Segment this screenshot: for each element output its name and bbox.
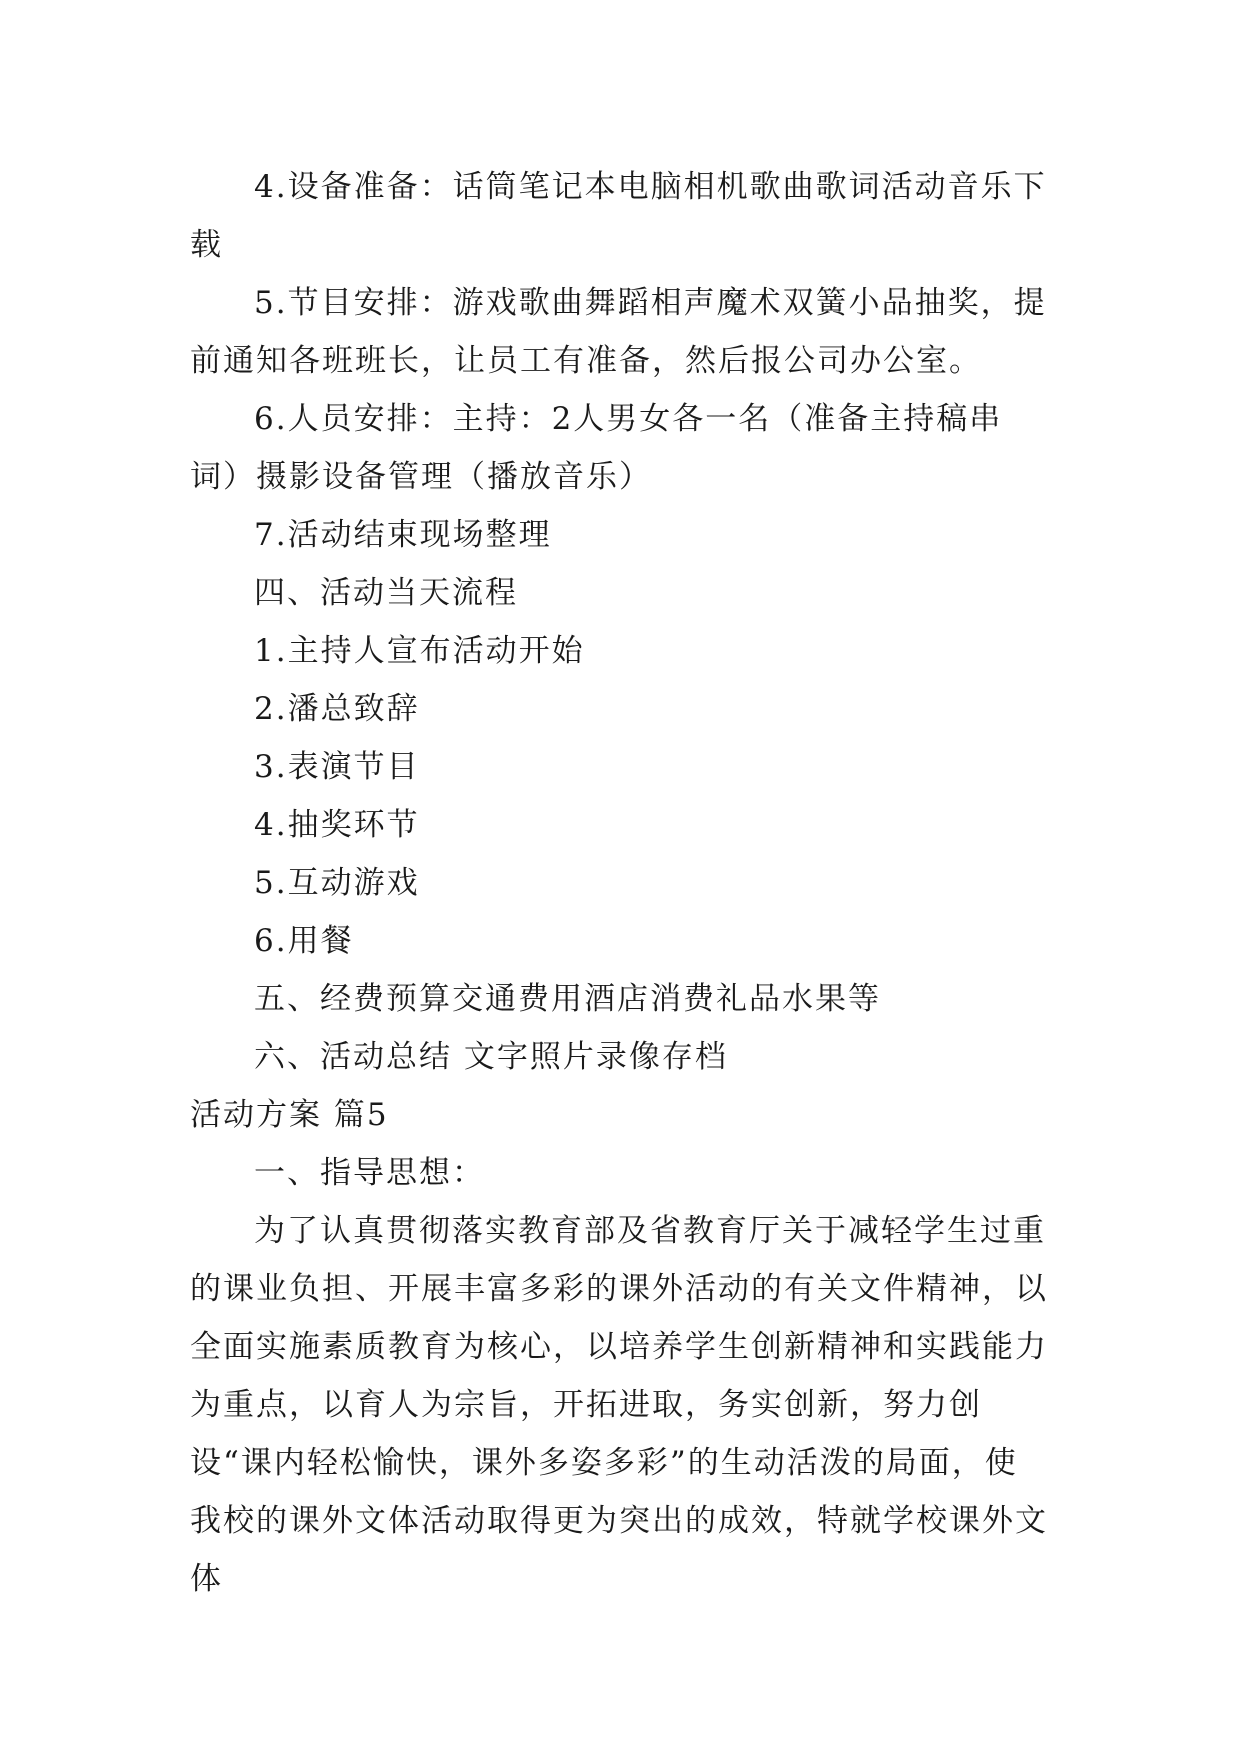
list-item: 2.潘总致辞 [254,691,420,727]
paragraph-program: 5.节目安排：游戏歌曲舞蹈相声魔术双簧小品抽奖，提前通知各班班长，让员工有准备，然后报公司办公室。 [190,285,1047,379]
section-heading-1: 一、指导思想： [254,1155,485,1191]
paragraph-staff: 6.人员安排：主持：2人男女各一名（准备主持稿串词）摄影设备管理（播放音乐） [190,401,1003,495]
paragraph-equipment: 4.设备准备：话筒笔记本电脑相机歌曲歌词活动音乐下载 [190,169,1047,263]
list-item: 3.表演节目 [254,749,420,785]
article-title: 活动方案 篇5 [190,1097,389,1133]
list-item: 4.抽奖环节 [254,807,420,843]
paragraph-cleanup: 7.活动结束现场整理 [254,517,552,553]
document-body [190,158,1050,1608]
list-item: 6.用餐 [254,923,354,959]
body-paragraph: 为了认真贯彻落实教育部及省教育厅关于减轻学生过重的课业负担、开展丰富多彩的课外活动的有关文件精神，以全面实施素质教育为核心，以培养学生创新精神和实践能力为重点，以育人为宗旨，开拓进取，务实创新，努力创设“课内轻松愉快，课外多姿多彩”的生动活泼的局面，使我校的课外文体活动取得更为突出的成效，特就学校课外文体 [190,1213,1048,1597]
section-heading-6: 六、活动总结 文字照片录像存档 [254,1039,728,1075]
list-item: 5.互动游戏 [254,865,420,901]
list-item: 1.主持人宣布活动开始 [254,633,585,669]
section-heading-4: 四、活动当天流程 [254,575,518,611]
section-heading-5: 五、经费预算交通费用酒店消费礼品水果等 [254,981,881,1017]
